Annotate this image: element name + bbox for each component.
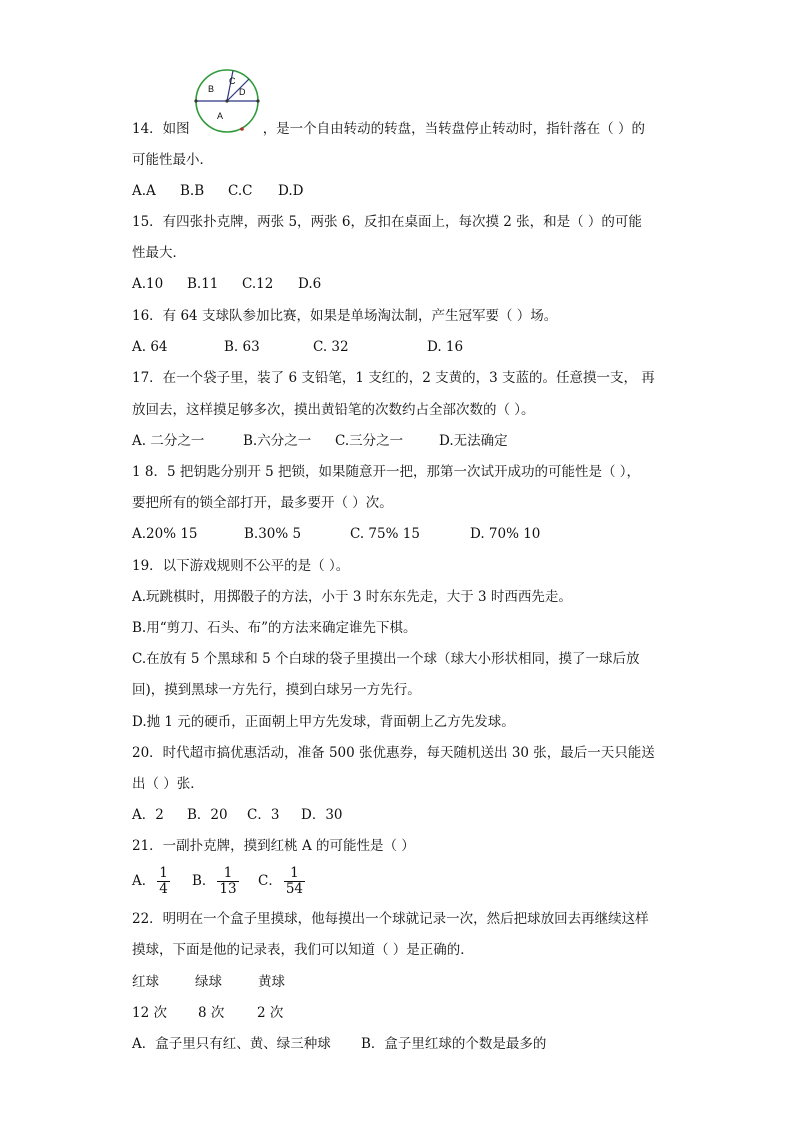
q18-line2: 要把所有的锁全部打开，最多要开（ ）次。 — [132, 495, 393, 511]
q14-line1 — [132, 120, 645, 138]
q19-option-c-line2[interactable]: 回)，摸到黑球一方先行，摸到白球另一方先行。 — [132, 682, 421, 698]
q20-options — [132, 806, 343, 824]
q15-line1: 15．有四张扑克牌，两张 5，两张 6，反扣在桌面上，每次摸 2 张，和是（ ）的可能 — [132, 214, 642, 230]
q14-option-c[interactable]: C.C — [228, 183, 253, 199]
spinner-label-c: C — [229, 76, 236, 86]
table-header-red: 红球 — [132, 974, 159, 990]
q22-line2: 摸球，下面是他的记录表，我们可以知道（ ）是正确的． — [132, 942, 474, 958]
q21-option-a[interactable]: A． $\frac{1}{4}$ — [132, 865, 168, 897]
table-value-yellow: 2 次 — [257, 1005, 284, 1021]
q17-option-b[interactable]: B.六分之一 — [243, 433, 312, 449]
q15-options — [132, 275, 321, 293]
q15-option-b[interactable]: B.11 — [187, 276, 219, 292]
q17-option-d[interactable]: D.无法确定 — [439, 433, 508, 449]
q17-line2: 放回去，这样摸足够多次，摸出黄铅笔的次数约占全部次数的（ ）。 — [132, 402, 535, 418]
q15-option-d[interactable]: D.6 — [298, 276, 322, 292]
q14-line2: 可能性最小． — [132, 152, 213, 168]
q22-option-a[interactable]: A．盒子里只有红、黄、绿三种球 — [132, 1036, 331, 1052]
q20-option-c[interactable]: C．3 — [247, 807, 280, 823]
spinner-label-d: D — [239, 87, 246, 97]
q16-line1: 16．有 64 支球队参加比赛，如果是单场淘汰制，产生冠军要（ ）场。 — [132, 308, 558, 324]
q19-option-c-line1[interactable]: C.在放有 5 个黑球和 5 个白球的袋子里摸出一个球（球大小形状相同，摸了一球后放 — [132, 651, 640, 667]
q16-options — [132, 338, 463, 356]
q15-option-c[interactable]: C.12 — [242, 276, 274, 292]
table-header-yellow: 黄球 — [258, 974, 285, 990]
q14-option-d[interactable]: D.D — [278, 183, 304, 199]
q17-options — [132, 432, 508, 450]
q22-option-b[interactable]: B．盒子里红球的个数是最多的 — [361, 1036, 547, 1052]
q18-option-c[interactable]: C. 75% 15 — [350, 526, 420, 542]
q18-options — [132, 525, 540, 543]
q19-option-b[interactable]: B.用“剪刀、石头、布”的方法来确定谁先下棋。 — [132, 620, 417, 636]
q19-line1: 19．以下游戏规则不公平的是（ ）。 — [132, 558, 350, 574]
spinner-label-a: A — [217, 111, 224, 121]
q21-line1: 21．一副扑克牌，摸到红桃 A 的可能性是（ ） — [132, 838, 415, 854]
fraction-1-4: $\frac{1}{4}$ — [159, 865, 168, 897]
q19-option-a[interactable]: A.玩跳棋时，用掷骰子的方法，小于 3 时东东先走，大于 3 时西西先走。 — [132, 589, 572, 605]
q22-options — [132, 1035, 546, 1053]
spinner-label-b: B — [208, 84, 215, 94]
q21-option-b[interactable]: B． $\frac{1}{13}$ — [192, 865, 237, 897]
q22-table-headers — [132, 973, 285, 991]
q15-option-a[interactable]: A.10 — [132, 276, 164, 292]
q22-table-values — [132, 1004, 283, 1022]
table-value-red: 12 次 — [132, 1005, 167, 1021]
q17-option-c[interactable]: C.三分之一 — [335, 433, 404, 449]
q20-option-a[interactable]: A．2 — [132, 807, 164, 823]
q20-option-d[interactable]: D．30 — [301, 807, 343, 823]
q16-option-a[interactable]: A. 64 — [132, 339, 168, 355]
q18-option-a[interactable]: A.20% 15 — [132, 526, 198, 542]
q16-option-b[interactable]: B. 63 — [224, 339, 260, 355]
q15-line2: 性最大． — [132, 245, 186, 261]
q22-line1: 22．明明在一个盒子里摸球，他每摸出一个球就记录一次，然后把球放回去再继续这样 — [132, 911, 649, 927]
q20-line1: 20．时代超市搞优惠活动，准备 500 张优惠券，每天随机送出 30 张，最后一天只能送 — [132, 745, 655, 761]
q16-option-d[interactable]: D. 16 — [427, 339, 464, 355]
q20-option-b[interactable]: B．20 — [187, 807, 228, 823]
fraction-1-13: $\frac{1}{13}$ — [219, 865, 237, 897]
q14-option-b[interactable]: B.B — [180, 183, 205, 199]
q14-suffix: ，是一个自由转动的转盘，当转盘停止转动时，指针落在（ ）的 — [262, 121, 645, 137]
q18-line1: 1 8．5 把钥匙分别开 5 把锁，如果随意开一把，那第一次试开成功的可能性是（ ）， — [132, 464, 641, 480]
q17-option-a[interactable]: A. 二分之一 — [132, 433, 205, 449]
q21-option-c[interactable]: C． $\frac{1}{54}$ — [258, 865, 304, 897]
q14-options — [132, 182, 303, 200]
table-value-green: 8 次 — [198, 1005, 225, 1021]
q18-option-d[interactable]: D. 70% 10 — [470, 526, 541, 542]
q14-prefix: 14．如图 — [132, 121, 190, 137]
q16-option-c[interactable]: C. 32 — [313, 339, 349, 355]
q17-line1: 17．在一个袋子里，装了 6 支铅笔，1 支红的，2 支黄的，3 支蓝的。任意摸一支， 再 — [132, 370, 655, 386]
q18-option-b[interactable]: B.30% 5 — [244, 526, 302, 542]
fraction-1-54: $\frac{1}{54}$ — [285, 865, 304, 897]
q14-option-a[interactable]: A.A — [132, 183, 156, 199]
q21-options — [132, 864, 307, 900]
q20-line2: 出（ ）张． — [132, 776, 204, 792]
table-header-green: 绿球 — [195, 974, 222, 990]
q19-option-d[interactable]: D.抛 1 元的硬币，正面朝上甲方先发球，背面朝上乙方先发球。 — [132, 714, 515, 730]
